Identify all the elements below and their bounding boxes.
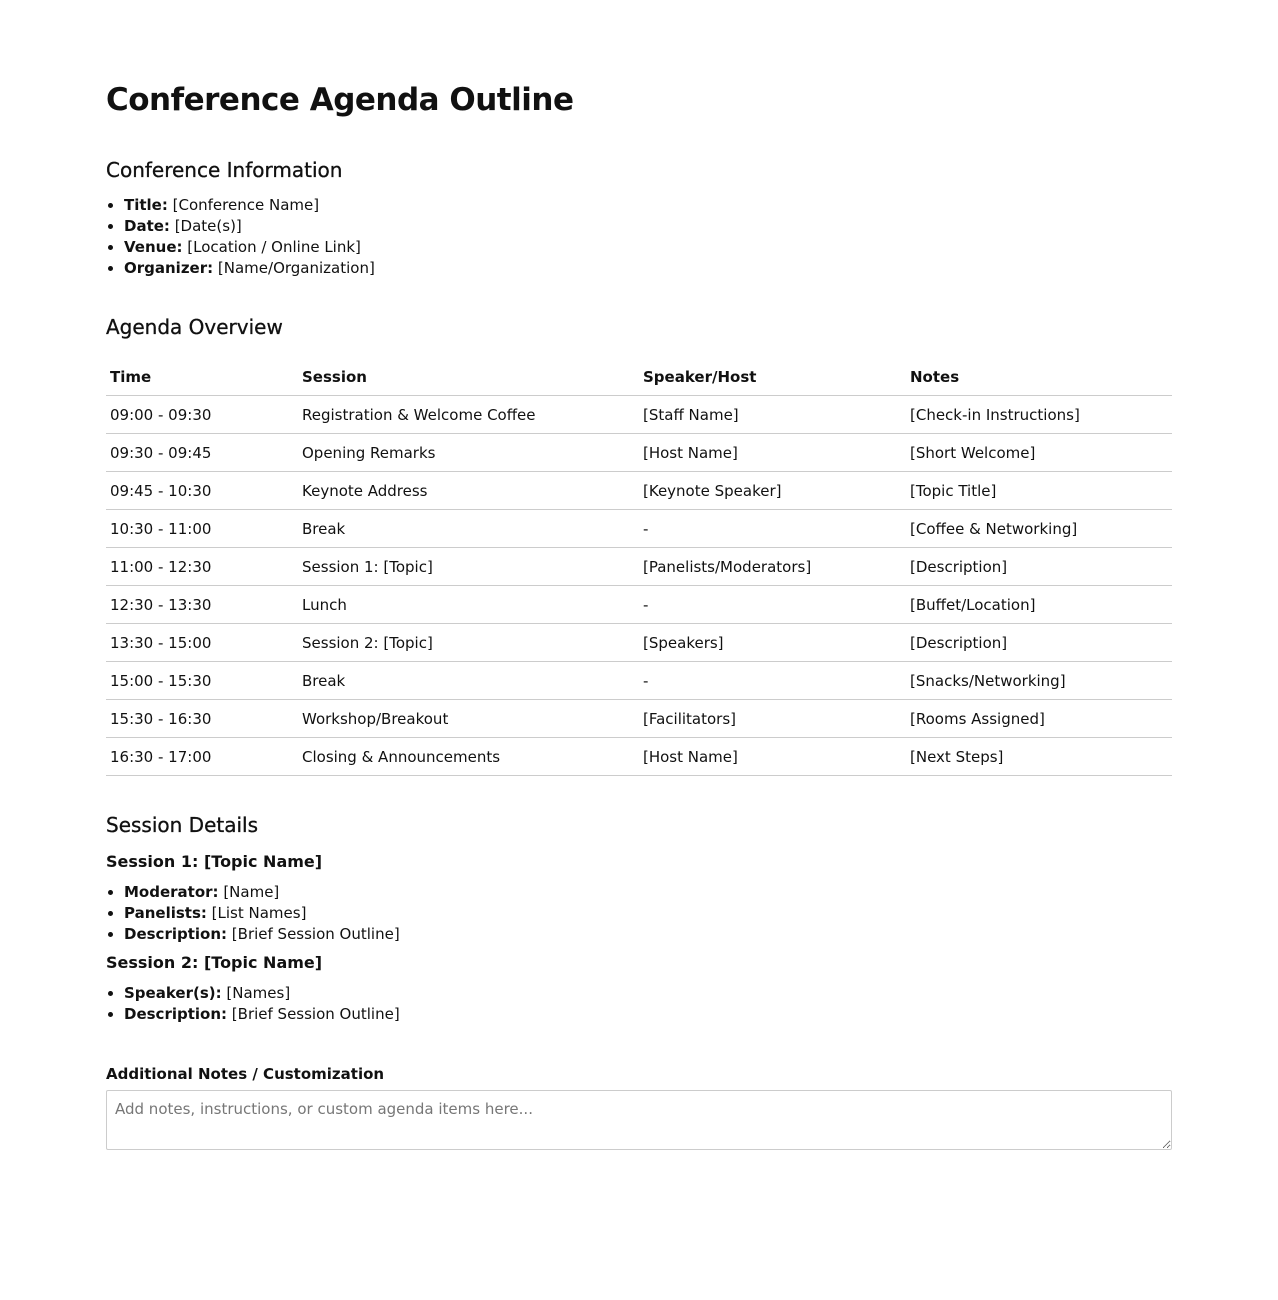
cell-notes: [Description] xyxy=(906,624,1172,662)
cell-time: 11:00 - 12:30 xyxy=(106,548,298,586)
session-2-list xyxy=(106,983,1172,1025)
session-details-heading: Session Details xyxy=(106,813,259,837)
cell-speaker: [Speakers] xyxy=(639,624,906,662)
cell-speaker: - xyxy=(639,510,906,548)
detail-label: Panelists: xyxy=(124,904,207,922)
info-value: [Location / Online Link] xyxy=(187,238,361,256)
column-header-speaker: Speaker/Host xyxy=(639,358,906,396)
conference-information-heading: Conference Information xyxy=(106,158,343,182)
column-header-time: Time xyxy=(106,358,298,396)
table-row xyxy=(106,434,1172,472)
info-item-title xyxy=(124,195,1172,216)
cell-time: 13:30 - 15:00 xyxy=(106,624,298,662)
detail-value: [List Names] xyxy=(211,904,307,922)
cell-notes: [Short Welcome] xyxy=(906,434,1172,472)
cell-time: 09:00 - 09:30 xyxy=(106,396,298,434)
table-row xyxy=(106,738,1172,776)
cell-session: Keynote Address xyxy=(298,472,639,510)
cell-notes: [Check-in Instructions] xyxy=(906,396,1172,434)
detail-label: Description: xyxy=(124,1005,228,1023)
info-value: [Name/Organization] xyxy=(217,259,375,277)
cell-speaker: [Staff Name] xyxy=(639,396,906,434)
cell-notes: [Next Steps] xyxy=(906,738,1172,776)
cell-session: Session 1: [Topic] xyxy=(298,548,639,586)
table-row xyxy=(106,624,1172,662)
info-label: Venue: xyxy=(124,238,183,256)
detail-label: Moderator: xyxy=(124,883,219,901)
info-label: Title: xyxy=(124,196,168,214)
column-header-session: Session xyxy=(298,358,639,396)
info-label: Date: xyxy=(124,217,170,235)
cell-time: 10:30 - 11:00 xyxy=(106,510,298,548)
cell-speaker: [Host Name] xyxy=(639,434,906,472)
info-item-venue xyxy=(124,237,1172,258)
cell-speaker: - xyxy=(639,586,906,624)
cell-speaker: [Panelists/Moderators] xyxy=(639,548,906,586)
cell-session: Closing & Announcements xyxy=(298,738,639,776)
list-item xyxy=(124,1004,1172,1025)
cell-notes: [Topic Title] xyxy=(906,472,1172,510)
table-row xyxy=(106,396,1172,434)
cell-session: Break xyxy=(298,510,639,548)
session-2-title: Session 2: [Topic Name] xyxy=(106,953,323,972)
cell-notes: [Coffee & Networking] xyxy=(906,510,1172,548)
column-header-notes: Notes xyxy=(906,358,1172,396)
conference-information-section xyxy=(106,155,1172,279)
table-row xyxy=(106,548,1172,586)
agenda-header-row xyxy=(106,358,1172,396)
cell-session: Break xyxy=(298,662,639,700)
cell-notes: [Description] xyxy=(906,548,1172,586)
detail-label: Speaker(s): xyxy=(124,984,222,1002)
cell-session: Workshop/Breakout xyxy=(298,700,639,738)
cell-time: 15:00 - 15:30 xyxy=(106,662,298,700)
list-item xyxy=(124,882,1172,903)
additional-notes-label: Additional Notes / Customization xyxy=(106,1065,385,1083)
agenda-table xyxy=(106,358,1172,776)
detail-value: [Brief Session Outline] xyxy=(231,1005,400,1023)
cell-notes: [Snacks/Networking] xyxy=(906,662,1172,700)
cell-time: 15:30 - 16:30 xyxy=(106,700,298,738)
list-item xyxy=(124,924,1172,945)
document-page xyxy=(106,0,1172,1154)
table-row xyxy=(106,472,1172,510)
conference-info-list xyxy=(106,195,1172,279)
detail-value: [Brief Session Outline] xyxy=(231,925,400,943)
session-1-list xyxy=(106,882,1172,945)
table-row xyxy=(106,586,1172,624)
table-row xyxy=(106,662,1172,700)
session-1-title: Session 1: [Topic Name] xyxy=(106,852,323,871)
cell-session: Session 2: [Topic] xyxy=(298,624,639,662)
info-item-organizer xyxy=(124,258,1172,279)
additional-notes-textarea[interactable] xyxy=(106,1090,1172,1150)
detail-value: [Names] xyxy=(226,984,291,1002)
cell-session: Lunch xyxy=(298,586,639,624)
cell-time: 09:30 - 09:45 xyxy=(106,434,298,472)
cell-session: Registration & Welcome Coffee xyxy=(298,396,639,434)
agenda-overview-section xyxy=(106,312,1172,776)
info-value: [Conference Name] xyxy=(172,196,320,214)
cell-session: Opening Remarks xyxy=(298,434,639,472)
cell-notes: [Rooms Assigned] xyxy=(906,700,1172,738)
list-item xyxy=(124,903,1172,924)
info-label: Organizer: xyxy=(124,259,214,277)
cell-speaker: [Host Name] xyxy=(639,738,906,776)
cell-time: 16:30 - 17:00 xyxy=(106,738,298,776)
cell-time: 12:30 - 13:30 xyxy=(106,586,298,624)
list-item xyxy=(124,983,1172,1004)
cell-speaker: - xyxy=(639,662,906,700)
session-1-block xyxy=(106,850,1172,945)
agenda-overview-heading: Agenda Overview xyxy=(106,315,283,339)
page-title: Conference Agenda Outline xyxy=(106,82,574,118)
table-row xyxy=(106,700,1172,738)
info-item-date xyxy=(124,216,1172,237)
cell-speaker: [Keynote Speaker] xyxy=(639,472,906,510)
cell-speaker: [Facilitators] xyxy=(639,700,906,738)
table-row xyxy=(106,510,1172,548)
cell-time: 09:45 - 10:30 xyxy=(106,472,298,510)
detail-label: Description: xyxy=(124,925,228,943)
cell-notes: [Buffet/Location] xyxy=(906,586,1172,624)
info-value: [Date(s)] xyxy=(174,217,242,235)
session-details-section xyxy=(106,810,1172,1025)
session-2-block xyxy=(106,951,1172,1025)
detail-value: [Name] xyxy=(223,883,280,901)
